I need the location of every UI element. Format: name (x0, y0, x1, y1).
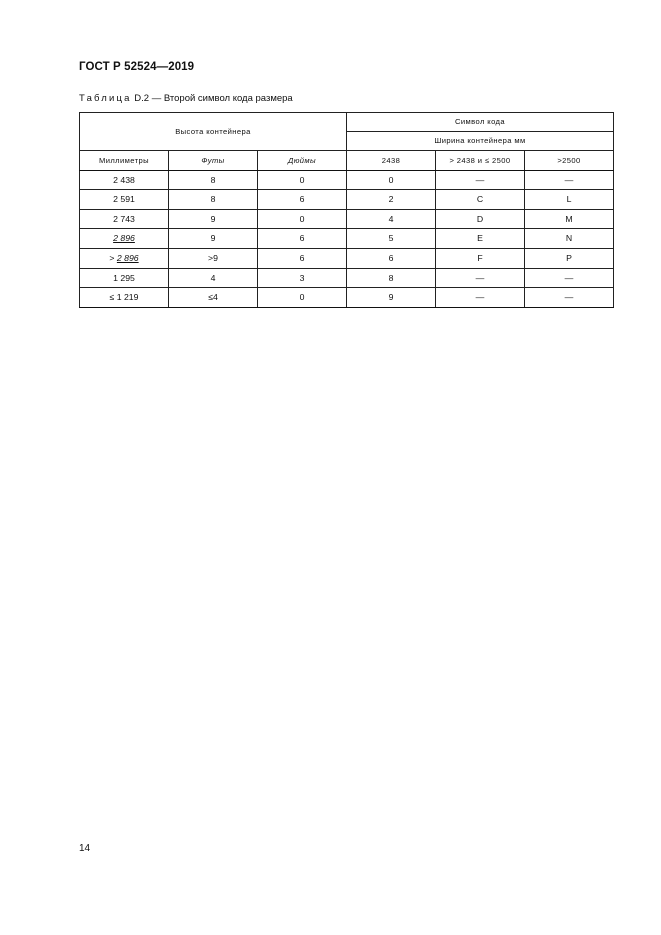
cell-code-over-2500: — (525, 268, 614, 288)
cell-millimeters (80, 229, 169, 249)
cell-millimeters (80, 248, 169, 268)
cell-mm-value: 2 896 (116, 252, 139, 263)
cell-code-2438: 8 (347, 268, 436, 288)
cell-code-over-2500: L (525, 190, 614, 210)
cell-inches: 0 (258, 170, 347, 190)
cell-code-2438: 2 (347, 190, 436, 210)
column-header-width-2438-2500: > 2438 и ≤ 2500 (436, 151, 525, 171)
cell-code-2438-2500: E (436, 229, 525, 249)
size-code-table (79, 112, 614, 308)
cell-millimeters (80, 170, 169, 190)
cell-code-2438: 9 (347, 288, 436, 308)
cell-mm-prefix: > (109, 252, 117, 263)
cell-code-over-2500: — (525, 288, 614, 308)
cell-feet: 4 (169, 268, 258, 288)
cell-mm-value: ≤ 1 219 (109, 292, 139, 303)
cell-code-2438-2500: — (436, 170, 525, 190)
table-caption-title: D.2 — Второй символ кода размера (131, 93, 293, 104)
cell-millimeters (80, 190, 169, 210)
cell-code-2438-2500: — (436, 288, 525, 308)
cell-code-2438-2500: C (436, 190, 525, 210)
cell-mm-value: 2 896 (113, 233, 135, 244)
cell-feet: 8 (169, 170, 258, 190)
cell-inches: 6 (258, 229, 347, 249)
table-row (80, 190, 614, 210)
column-header-width-2438: 2438 (347, 151, 436, 171)
cell-feet: 9 (169, 209, 258, 229)
cell-feet: ≤4 (169, 288, 258, 308)
header-container-width: Ширина контейнера мм (347, 132, 614, 151)
cell-feet: 9 (169, 229, 258, 249)
table-caption-label: Таблица (79, 93, 132, 104)
table-row (80, 170, 614, 190)
cell-feet: >9 (169, 248, 258, 268)
header-container-height: Высота контейнера (80, 113, 347, 151)
column-header-width-over-2500: >2500 (525, 151, 614, 171)
cell-inches: 0 (258, 288, 347, 308)
cell-mm-value: 2 591 (113, 194, 135, 205)
cell-code-2438: 6 (347, 248, 436, 268)
cell-millimeters (80, 209, 169, 229)
cell-inches: 3 (258, 268, 347, 288)
cell-code-2438: 4 (347, 209, 436, 229)
table-row (80, 229, 614, 249)
cell-inches: 6 (258, 190, 347, 210)
table-caption (79, 93, 293, 104)
column-header-inches: Дюймы (258, 151, 347, 171)
cell-mm-value: 1 295 (113, 272, 135, 283)
cell-code-over-2500: N (525, 229, 614, 249)
cell-code-2438: 0 (347, 170, 436, 190)
table-row (80, 248, 614, 268)
table-row (80, 268, 614, 288)
cell-inches: 0 (258, 209, 347, 229)
cell-millimeters (80, 268, 169, 288)
cell-code-2438-2500: — (436, 268, 525, 288)
cell-inches: 6 (258, 248, 347, 268)
header-code-symbol: Символ кода (347, 113, 614, 132)
cell-mm-value: 2 743 (113, 213, 135, 224)
cell-code-over-2500: M (525, 209, 614, 229)
cell-code-2438-2500: F (436, 248, 525, 268)
table-row (80, 209, 614, 229)
document-code: ГОСТ Р 52524—2019 (79, 61, 195, 73)
column-header-millimeters: Миллиметры (80, 151, 169, 171)
cell-mm-value: 2 438 (113, 174, 135, 185)
page-number: 14 (79, 843, 91, 854)
cell-code-2438: 5 (347, 229, 436, 249)
table-row (80, 288, 614, 308)
cell-feet: 8 (169, 190, 258, 210)
cell-code-2438-2500: D (436, 209, 525, 229)
column-header-feet: Футы (169, 151, 258, 171)
cell-millimeters (80, 288, 169, 308)
cell-code-over-2500: — (525, 170, 614, 190)
cell-code-over-2500: P (525, 248, 614, 268)
